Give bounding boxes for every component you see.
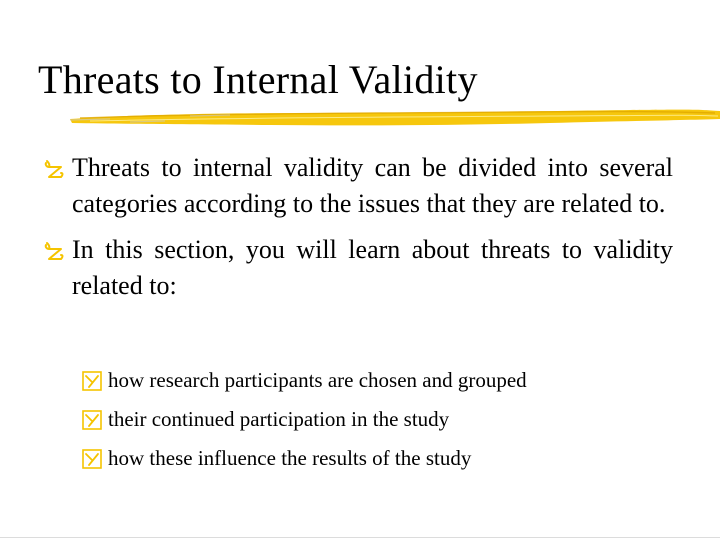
y-box-bullet-icon — [82, 410, 102, 430]
bullet-item-2 — [40, 232, 673, 304]
sub-bullet-text: how research participants are chosen and grouped — [108, 368, 527, 392]
title-underline-brushstroke — [70, 102, 720, 132]
sub-bullet-text: how these influence the results of the study — [108, 446, 472, 470]
sub-bullet-item-1 — [40, 366, 680, 394]
sub-bullet-item-2 — [40, 405, 680, 433]
z-bullet-icon — [43, 159, 65, 181]
bullet-text: In this section, you will learn about threats to validity related to: — [72, 235, 673, 300]
bullet-text: Threats to internal validity can be divided into several categories according to the issues that they are related to. — [72, 153, 673, 218]
y-box-bullet-icon — [82, 371, 102, 391]
z-bullet-icon — [43, 241, 65, 263]
y-box-bullet-icon — [82, 449, 102, 469]
sub-bullet-item-3 — [40, 444, 680, 472]
bullet-list — [40, 150, 673, 314]
bullet-item-1 — [40, 150, 673, 222]
sub-bullet-text: their continued participation in the study — [108, 407, 450, 431]
sub-bullet-list — [40, 362, 680, 483]
slide-title: Threats to Internal Validity — [38, 57, 478, 102]
bottom-divider — [0, 537, 720, 538]
